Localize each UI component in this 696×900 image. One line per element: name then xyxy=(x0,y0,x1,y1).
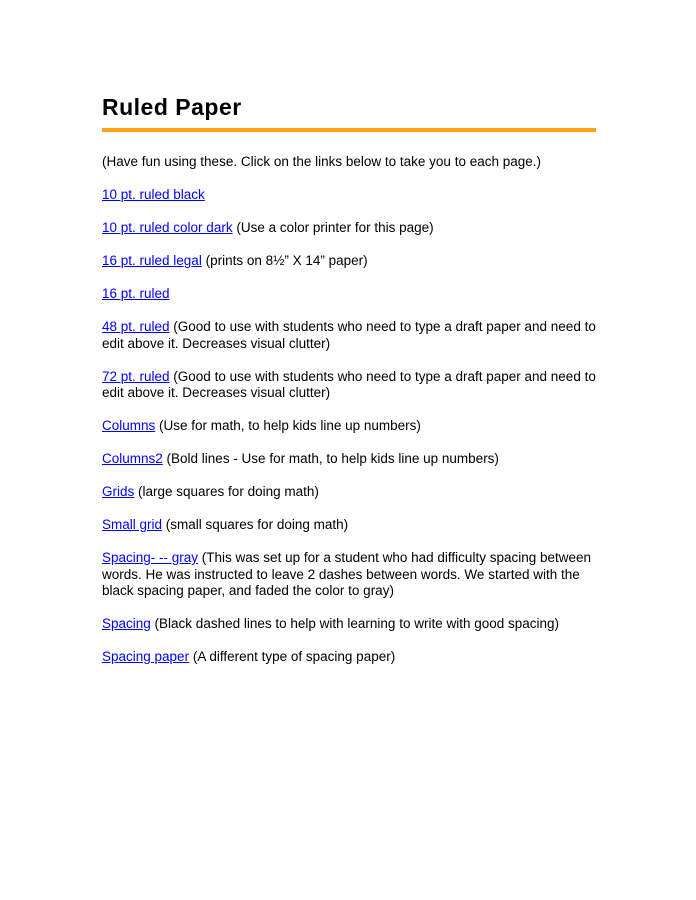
page-content xyxy=(102,93,596,682)
link-description: (This was set up for a student who had difficulty spacing between words. He was instructed to leave 2 dashes between words. We started with the black spacing paper, and faded the color to gray) xyxy=(102,550,592,598)
link-description: (Bold lines - Use for math, to help kids line up numbers) xyxy=(162,451,499,466)
link-description: (Black dashed lines to help with learning to write with good spacing) xyxy=(150,616,560,631)
paper-link[interactable]: Spacing- -- gray xyxy=(102,550,199,565)
link-entry xyxy=(102,484,596,501)
paper-link[interactable]: Spacing paper xyxy=(102,649,190,664)
link-description: (Good to use with students who need to type a draft paper and need to edit above it. Decreases visual clutter) xyxy=(102,319,596,351)
link-entry xyxy=(102,418,596,435)
link-description: (A different type of spacing paper) xyxy=(189,649,396,664)
link-entry xyxy=(102,319,596,352)
link-description: (Good to use with students who need to type a draft paper and need to edit above it. Decreases visual clutter) xyxy=(102,368,596,400)
paper-link[interactable]: 16 pt. ruled xyxy=(102,286,170,301)
link-entry xyxy=(102,649,596,666)
link-entry xyxy=(102,369,596,402)
paper-link[interactable]: Spacing xyxy=(102,616,151,631)
link-entry xyxy=(102,517,596,534)
paper-link[interactable]: 72 pt. ruled xyxy=(102,368,170,384)
paper-link[interactable]: 10 pt. ruled black xyxy=(102,187,205,202)
paper-link[interactable]: Small grid xyxy=(102,517,163,532)
link-description: (Use for math, to help kids line up numbers) xyxy=(155,418,421,433)
paper-link[interactable]: Grids xyxy=(102,484,135,499)
link-entry xyxy=(102,187,596,204)
paper-link[interactable]: 48 pt. ruled xyxy=(102,319,170,334)
link-entry xyxy=(102,451,596,468)
link-description: (prints on 8½” X 14” paper) xyxy=(201,253,368,268)
link-description: (small squares for doing math) xyxy=(162,517,349,532)
paper-link[interactable]: 16 pt. ruled legal xyxy=(102,253,202,268)
paper-link[interactable]: 10 pt. ruled color dark xyxy=(102,220,233,235)
link-entry xyxy=(102,286,596,303)
link-entry xyxy=(102,220,596,237)
paper-link[interactable]: Columns2 xyxy=(102,451,163,466)
page-title: Ruled Paper xyxy=(102,93,596,132)
intro-text: (Have fun using these. Click on the links below to take you to each page.) xyxy=(102,154,542,169)
link-description: (large squares for doing math) xyxy=(134,484,319,499)
link-entry xyxy=(102,253,596,270)
link-entry xyxy=(102,616,596,633)
link-list xyxy=(102,187,596,666)
link-description: (Use a color printer for this page) xyxy=(232,220,434,235)
paper-link[interactable]: Columns xyxy=(102,418,156,433)
link-entry xyxy=(102,550,596,600)
